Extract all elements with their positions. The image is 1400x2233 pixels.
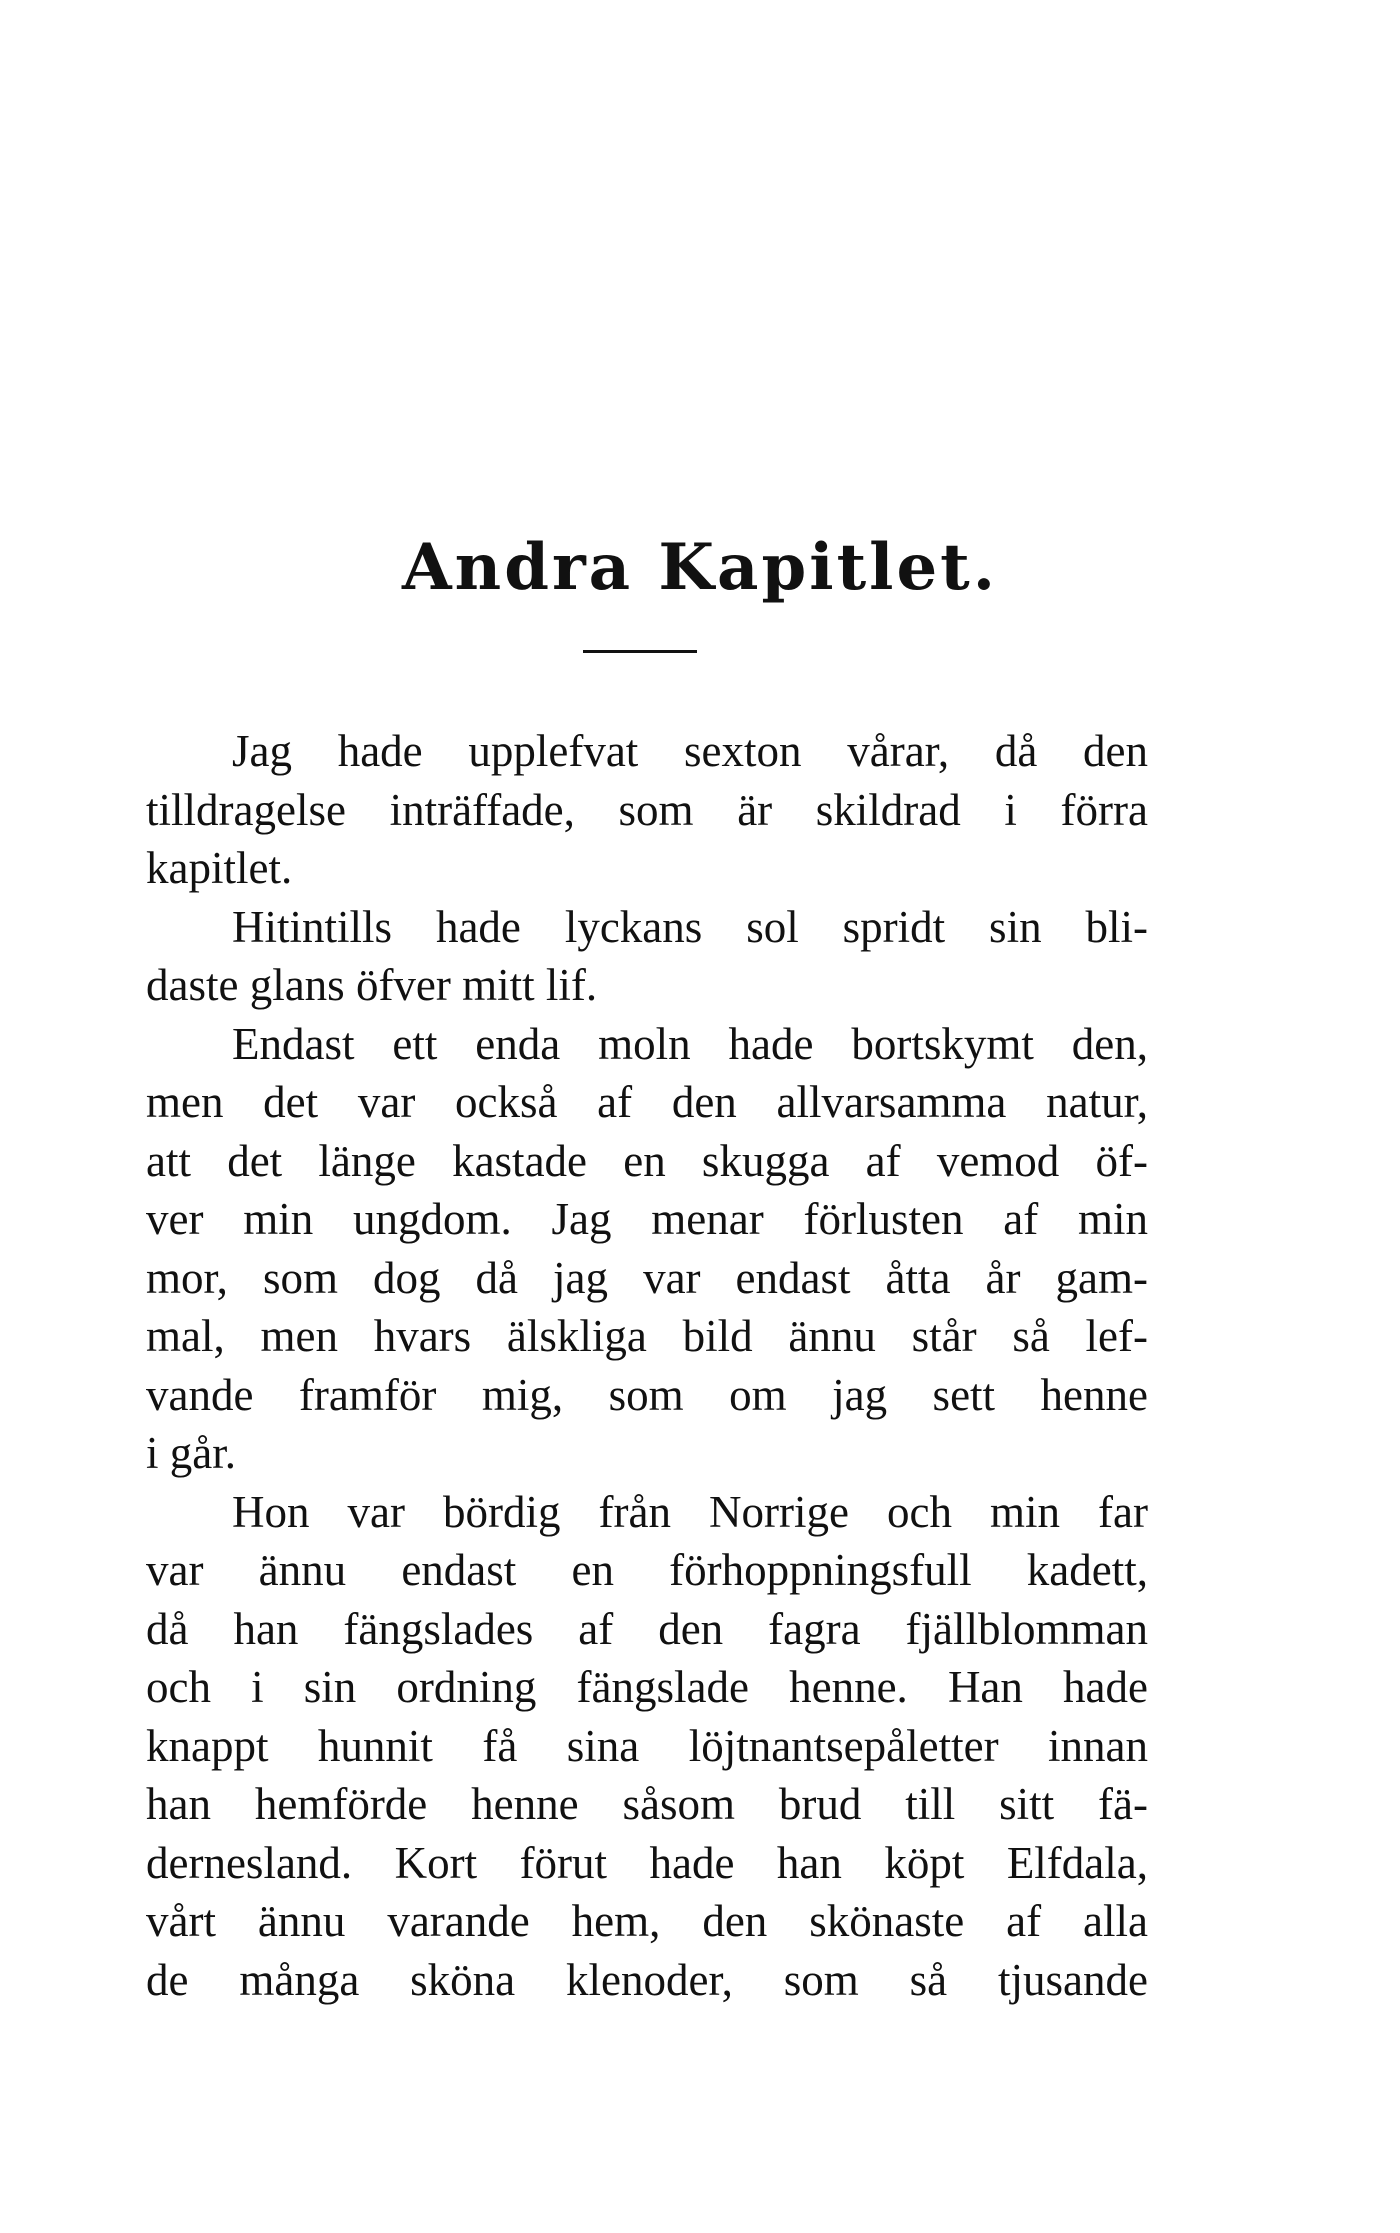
text-line: mor, som dog då jag var endast åtta år gam- bbox=[146, 1252, 1148, 1303]
text-line: kapitlet. bbox=[146, 843, 293, 893]
text-line: Jag hade upplefvat sexton vårar, då den bbox=[232, 726, 1148, 776]
text-line: han hemförde henne såsom brud till sitt fä- bbox=[146, 1779, 1148, 1829]
text-line: ver min ungdom. Jag menar förlusten af min bbox=[146, 1194, 1148, 1244]
text-line: att det länge kastade en skugga af vemod öf- bbox=[146, 1135, 1148, 1186]
chapter-title: Andra Kapitlet. bbox=[402, 530, 998, 605]
text-line: dernesland. Kort förut hade han köpt Elfdala, bbox=[146, 1837, 1148, 1888]
text-line: var ännu endast en förhoppningsfull kadett, bbox=[146, 1545, 1148, 1595]
text-line: Hitintills hade lyckans sol spridt sin bli- bbox=[232, 901, 1148, 952]
title-rule bbox=[583, 650, 697, 653]
text-line: och i sin ordning fängslade henne. Han hade bbox=[146, 1662, 1148, 1712]
chapter-body bbox=[146, 722, 1148, 2009]
text-line: Hon var bördig från Norrige och min far bbox=[232, 1486, 1148, 1537]
text-line: mal, men hvars älskliga bild ännu står så lef- bbox=[146, 1311, 1148, 1361]
text-line: knappt hunnit få sina löjtnantsepåletter innan bbox=[146, 1720, 1148, 1771]
text-line: vande framför mig, som om jag sett henne bbox=[146, 1369, 1148, 1420]
text-line: i går. bbox=[146, 1428, 236, 1478]
text-line: tilldragelse inträffade, som är skildrad i förra bbox=[146, 784, 1148, 835]
text-line: då han fängslades af den fagra fjällblomman bbox=[146, 1603, 1148, 1654]
text-line: vårt ännu varande hem, den skönaste af alla bbox=[146, 1896, 1148, 1946]
text-line: Endast ett enda moln hade bortskymt den, bbox=[232, 1018, 1148, 1069]
text-line: de många sköna klenoder, som så tjusande bbox=[146, 1954, 1148, 2005]
text-line: daste glans öfver mitt lif. bbox=[146, 960, 598, 1010]
text-line: men det var också af den allvarsamma natur, bbox=[146, 1077, 1148, 1127]
